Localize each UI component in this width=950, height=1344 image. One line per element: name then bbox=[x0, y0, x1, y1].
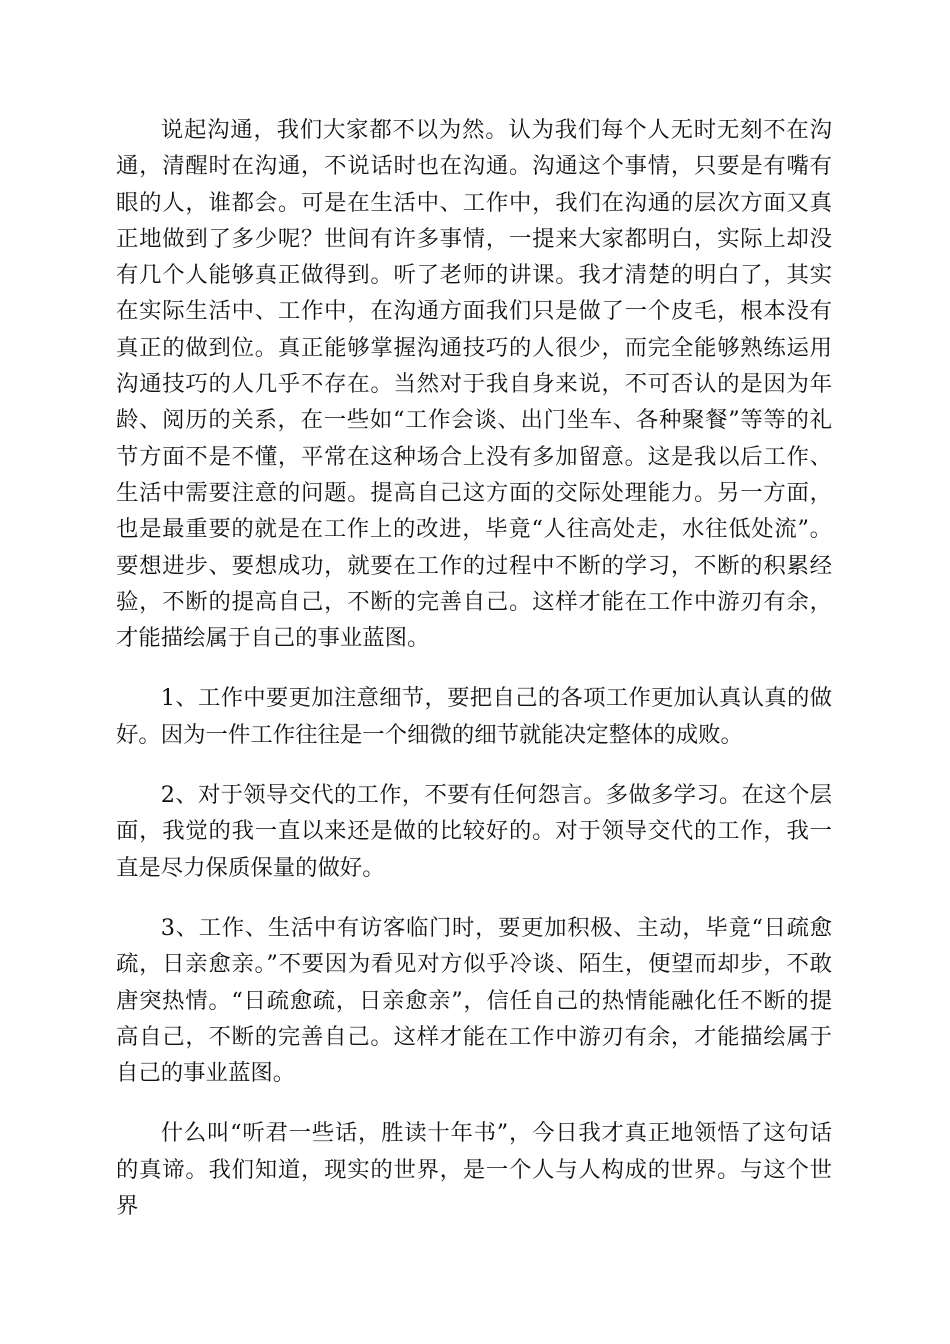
paragraph-item-3: 3、工作、生活中有访客临门时，要更加积极、主动，毕竟“日疏愈疏，日亲愈亲。”不要因为看见对方似乎冷谈、陌生，便望而却步，不敢唐突热情。“日疏愈疏，日亲愈亲”，信任自己的热情能融化任不断的提高自己，不断的完善自己。这样才能在工作中游刃有余，才能描绘属于自己的事业蓝图。 bbox=[116, 914, 832, 1087]
document-body bbox=[116, 112, 832, 1224]
paragraph-item-1: 1、工作中要更加注意细节，要把自己的各项工作更加认真认真的做好。因为一件工作往往是一个细微的细节就能决定整体的成败。 bbox=[116, 685, 832, 748]
paragraph-intro: 说起沟通，我们大家都不以为然。认为我们每个人无时无刻不在沟通，清醒时在沟通，不说话时也在沟通。沟通这个事情，只要是有嘴有眼的人，谁都会。可是在生活中、工作中，我们在沟通的层次方面又真正地做到了多少呢？世间有许多事情，一提来大家都明白，实际上却没有几个人能够真正做得到。听了老师的讲课。我才清楚的明白了，其实在实际生活中、工作中，在沟通方面我们只是做了一个皮毛，根本没有真正的做到位。真正能够掌握沟通技巧的人很少，而完全能够熟练运用沟通技巧的人几乎不存在。当然对于我自身来说，不可否认的是因为年龄、阅历的关系，在一些如“工作会谈、出门坐车、各种聚餐”等等的礼节方面不是不懂，平常在这种场合上没有多加留意。这是我以后工作、生活中需要注意的问题。提高自己这方面的交际处理能力。另一方面，也是最重要的就是在工作上的改进，毕竟“人往高处走，水往低处流”。要想进步、要想成功，就要在工作的过程中不断的学习，不断的积累经验，不断的提高自己，不断的完善自己。这样才能在工作中游刃有余，才能描绘属于自己的事业蓝图。 bbox=[116, 117, 832, 652]
paragraph-closing: 什么叫“听君一些话，胜读十年书”，今日我才真正地领悟了这句话的真谛。我们知道，现实的世界，是一个人与人构成的世界。与这个世界 bbox=[116, 1120, 832, 1220]
paragraph-item-2: 2、对于领导交代的工作，不要有任何怨言。多做多学习。在这个层面，我觉的我一直以来还是做的比较好的。对于领导交代的工作，我一直是尽力保质保量的做好。 bbox=[116, 782, 832, 881]
